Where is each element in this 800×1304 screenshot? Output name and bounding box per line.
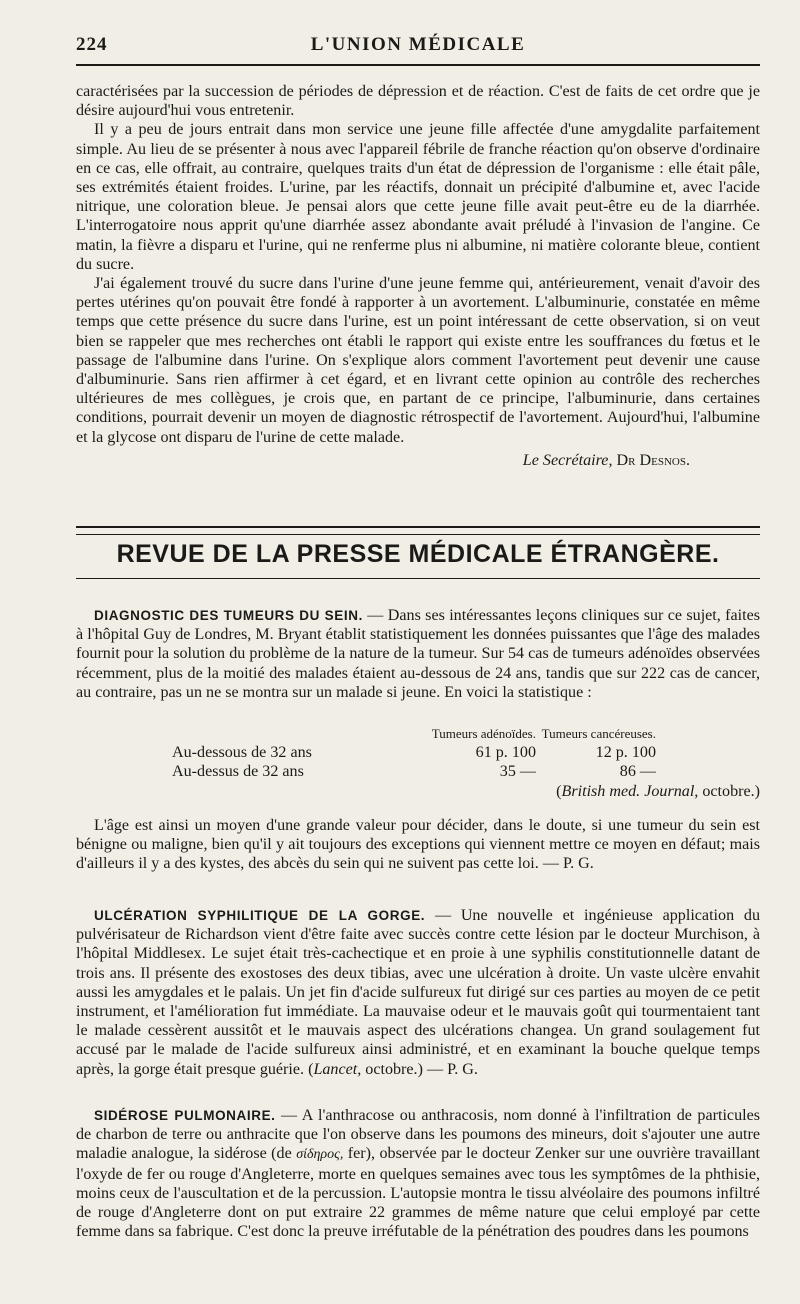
table-row [76, 743, 760, 762]
row-label: Au-dessous de 32 ans [172, 744, 312, 762]
row-label: Au-dessus de 32 ans [172, 763, 304, 781]
article-text: — A l'anthracose ou anthracosis, nom donné à l'infiltration de particules de charbon de terre ou anthracite que l'on observe dans les poumons des mineurs, doit s'ajouter une autre maladie analogue, la sidérose (de [76, 1107, 760, 1163]
paragraph: caractérisées par la succession de périodes de dépression et de réaction. C'est de faits de cet ordre que je désire aujourd'hui vous entretenir. [76, 83, 760, 120]
secretary-report [76, 82, 760, 470]
paragraph [76, 606, 760, 702]
paragraph: J'ai également trouvé du sucre dans l'urine d'une jeune femme qui, antérieurement, venait d'avoir des pertes utérines qu'on pouvait être fondé à rapporter à un avortement. L'albuminurie, constatée en même temps que cette présence du sucre dans l'urine, est un point intéressant de cette observation, si on veut bien se rappeler que mes recherches ont établi le rapport qui existe entre les souffrances du fœtus et le passage de l'albumine dans l'urine. On s'explique alors comment l'avortement peut devenir une cause d'albuminurie. Sans rien affirmer à cet égard, et en livrant cette opinion au contrôle des recherches ultérieures de mes collègues, je crois que, en partant de ce principe, l'albuminurie, dans certaines conditions, pourrait devenir un moyen de diagnostic rétrospectif de l'avortement. Aujourd'hui, l'albumine et la glycose ont disparu de l'urine de cette malade. [76, 275, 760, 446]
header-rule [76, 64, 760, 66]
table-row [76, 762, 760, 781]
source-month: octobre.) [702, 782, 760, 800]
cell-cancer: 86 — [619, 763, 656, 781]
column-header-adenoid: Tumeurs adénoïdes. [431, 726, 536, 741]
signature-name: Dr Desnos. [616, 451, 690, 469]
age-conclusion [76, 816, 760, 874]
page-number: 224 [76, 34, 108, 55]
section-title: REVUE DE LA PRESSE MÉDICALE ÉTRANGÈRE. [116, 540, 720, 568]
source-journal: British med. Journal, [561, 782, 699, 800]
ulceration-article [76, 906, 760, 1079]
statistics-table [76, 724, 760, 801]
article-text: fer), observée par le docteur Zenker sur une ouvrière travaillant l'oxyde de fer ou rouge d'Angleterre, morte en quelques semaines avec tous les symptômes de la phthisie, moins ceux de l'auscultation et de la percussion. L'autopsie montra le tissu alvéolaire des poumons infiltré de rouge d'Angleterre dont on put extraire 22 grammes de même nature que celui employé par cette femme dans sa fabrique. C'est donc la preuve irréfutable de la pénétration des poudres dans les poumons [76, 1145, 760, 1241]
greek-word: σίδηρος, [296, 1147, 344, 1163]
article-rubric: SIDÉROSE PULMONAIRE. [94, 1108, 276, 1123]
siderose-article [76, 1106, 760, 1241]
article-tail: octobre.) — P. G. [361, 1060, 478, 1078]
article-text: — Dans ses intéressantes leçons cliniques sur ce sujet, faites à l'hôpital Guy de Londres, M. Bryant établit statistiquement les données puissantes que l'âge des malades fournit pour la solution du problème de la nature de la tumeur. Sur 54 cas de tumeurs adénoïdes observées récemment, plus de la moitié des malades étaient au-dessous de 24 ans, tandis que sur 222 cas de cancer, au contraire, pas un ne se montra sur un malade si jeune. En voici la statistique : [76, 607, 761, 701]
column-header-cancer: Tumeurs cancéreuses. [541, 726, 656, 741]
signature [76, 451, 760, 470]
signature-role: Le Secrétaire, [522, 451, 613, 469]
title-rule [76, 578, 760, 579]
paragraph: Il y a peu de jours entrait dans mon service une jeune fille affectée d'une amygdalite parfaitement simple. Au lieu de se présenter à nous avec l'appareil fébrile de franche réaction qu'on observe d'ordinaire en ce cas, elle offrait, au contraire, quelques traits d'un état de dépression de l'organisme : elle était pâle, ses extrémités étaient froides. L'urine, par les réactifs, donnait un précipité d'albumine et, avec l'acide nitrique, une coloration bleue. Je pensai alors que cette jeune fille avait peut-être eu de la diarrhée. L'interrogatoire nous apprit qu'une diarrhée assez abondante avait préludé à l'invasion de l'angine. Ce matin, la fièvre a disparu et l'urine, qui ne renferme plus ni albumine, ni matière colorante bleue, contient du sucre. [76, 121, 760, 273]
diagnostic-article [76, 606, 760, 702]
article-source: Lancet, [313, 1060, 362, 1078]
paragraph: L'âge est ainsi un moyen d'une grande valeur pour décider, dans le doute, si une tumeur du sein est bénigne ou maligne, bien qu'il y ait toujours des exceptions qui viennent mettre ce moyen en défaut; mais d'ailleurs il y a des kystes, des abcès du sein qui ne suivent pas cette loi. — P. G. [76, 817, 760, 873]
header-spacer [76, 724, 396, 743]
cell-adenoid: 61 p. 100 [475, 744, 536, 762]
cell-cancer: 12 p. 100 [595, 744, 656, 762]
article-text: — Une nouvelle et ingénieuse application du pulvérisateur de Richardson vient d'être faite avec succès contre cette lésion par le docteur Murchison, à l'hôpital Middlesex. Le sujet était très-cachectique et en proie à une syphilis constitutionnelle datant de trois ans. Il présente des exostoses des deux tibias, avec une ulcération à droite. Un vaste ulcère envahit aussi les amygdales et le palais. Un jet fin d'acide sulfureux fut dirigé sur ces parties au moyen de ce petit instrument, et l'amélioration fut immédiate. La mauvaise odeur et le mauvais goût qui tourmentaient tant le malade cessèrent aussitôt et le mauvais aspect des ulcérations changea. Un grand soulagement fut accusé par le malade de l'acide sulfureux ainsi administré, et en examinant la bouche quelque temps après, la gorge était presque guérie. ( [76, 907, 760, 1078]
running-head [76, 34, 760, 58]
table-header [76, 724, 760, 743]
article-rubric: DIAGNOSTIC DES TUMEURS DU SEIN. [94, 608, 363, 623]
section-divider [76, 526, 760, 535]
table-source: (British med. Journal, octobre.) [556, 782, 760, 800]
paragraph [76, 906, 760, 1079]
journal-title: L'UNION MÉDICALE [310, 34, 526, 55]
paragraph [76, 1106, 760, 1241]
cell-adenoid: 35 — [499, 763, 536, 781]
article-rubric: ULCÉRATION SYPHILITIQUE DE LA GORGE. [94, 908, 426, 923]
